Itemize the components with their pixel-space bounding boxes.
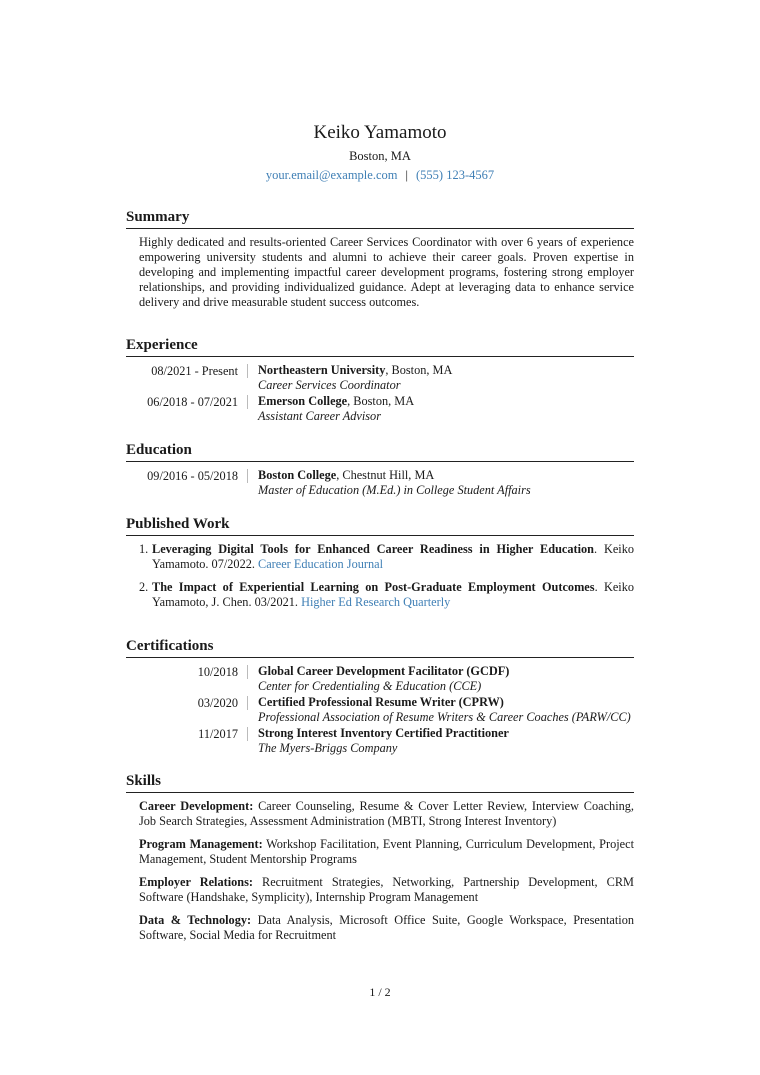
section-title-certifications: Certifications xyxy=(126,637,634,658)
entry-location: , Boston, MA xyxy=(385,363,453,377)
phone-link[interactable]: (555) 123-4567 xyxy=(416,168,495,182)
candidate-location: Boston, MA xyxy=(349,149,411,163)
certification-issuer: The Myers-Briggs Company xyxy=(258,741,398,755)
certifications-section xyxy=(126,637,634,756)
skill-list: Recruitment Strategies, Networking, Partnership Development, CRM Software (Handshake, Symplicity), Internship Program Management xyxy=(139,875,634,904)
summary-text: Highly dedicated and results-oriented Career Services Coordinator with over 6 years of experience empowering university students and alumni to achieve their career goals. Proven expertise in developing and implementing impactful career development programs, fostering strong employer relationships, and providing individualized guidance. Adept at leveraging data to enhance service delivery and drive measurable student success outcomes. xyxy=(139,235,634,309)
publication-number: 2. xyxy=(139,580,149,594)
entry-institution: Boston College xyxy=(258,468,337,482)
skill-list: Data Analysis, Microsoft Office Suite, Google Workspace, Presentation Software, Social Media for Recruitment xyxy=(139,913,635,942)
publication-item xyxy=(139,580,634,610)
entry-role: Assistant Career Advisor xyxy=(258,409,381,423)
entry-organization: Emerson College xyxy=(258,394,348,408)
skill-label: Program Management: xyxy=(139,837,263,851)
section-title-skills: Skills xyxy=(126,772,634,793)
published-work-section xyxy=(126,515,634,618)
skill-label: Employer Relations: xyxy=(139,875,253,889)
skill-label: Data & Technology: xyxy=(139,913,252,927)
skill-group xyxy=(139,875,634,905)
certification-entry xyxy=(126,726,634,756)
entry-date: 10/2018 xyxy=(126,665,248,679)
certification-name: Global Career Development Facilitator (GCDF) xyxy=(258,664,510,678)
certification-entry xyxy=(126,664,634,694)
certification-name: Certified Professional Resume Writer (CPRW) xyxy=(258,695,504,709)
entry-date: 08/2021 - Present xyxy=(126,364,248,378)
experience-section xyxy=(126,336,634,424)
publication-venue-link[interactable]: Higher Ed Research Quarterly xyxy=(301,595,451,609)
section-title-experience: Experience xyxy=(126,336,634,357)
certification-issuer: Professional Association of Resume Writers & Career Coaches (PARW/CC) xyxy=(258,710,631,724)
education-entry xyxy=(126,468,634,498)
entry-date: 09/2016 - 05/2018 xyxy=(126,469,248,483)
skills-section xyxy=(126,772,634,951)
education-section xyxy=(126,441,634,498)
email-link[interactable]: your.email@example.com xyxy=(265,168,398,182)
skill-list: Workshop Facilitation, Event Planning, Curriculum Development, Project Management, Student Mentorship Programs xyxy=(139,837,634,866)
skill-group xyxy=(139,913,634,943)
entry-date: 03/2020 xyxy=(126,696,248,710)
certification-entry xyxy=(126,695,634,725)
publication-item xyxy=(139,542,634,572)
contact-separator: | xyxy=(405,168,408,182)
certification-name: Strong Interest Inventory Certified Practitioner xyxy=(258,726,509,740)
experience-entry xyxy=(126,363,634,393)
candidate-name: Keiko Yamamoto xyxy=(313,122,447,143)
certification-issuer: Center for Credentialing & Education (CCE) xyxy=(258,679,482,693)
section-title-summary: Summary xyxy=(126,208,634,229)
publication-details: . Keiko Yamamoto, J. Chen. 03/2021. xyxy=(152,580,634,609)
section-title-education: Education xyxy=(126,441,634,462)
publication-venue-link[interactable]: Career Education Journal xyxy=(258,557,383,571)
skill-label: Career Development: xyxy=(139,799,254,813)
skill-group xyxy=(139,799,634,829)
entry-date: 06/2018 - 07/2021 xyxy=(126,395,248,409)
publication-title: Leveraging Digital Tools for Enhanced Career Readiness in Higher Education xyxy=(152,542,595,556)
entry-location: , Chestnut Hill, MA xyxy=(336,468,435,482)
section-title-published: Published Work xyxy=(126,515,634,536)
skill-list: Career Counseling, Resume & Cover Letter Review, Interview Coaching, Job Search Strategies, Assessment Administration (MBTI, Strong Interest Inventory) xyxy=(139,799,634,828)
page-number: 1 / 2 xyxy=(369,985,391,999)
entry-degree: Master of Education (M.Ed.) in College Student Affairs xyxy=(258,483,531,497)
resume-header xyxy=(0,121,760,183)
skill-group xyxy=(139,837,634,867)
publication-number: 1. xyxy=(139,542,149,556)
entry-role: Career Services Coordinator xyxy=(258,378,401,392)
publication-list xyxy=(139,542,634,610)
entry-location: , Boston, MA xyxy=(347,394,415,408)
experience-entry xyxy=(126,394,634,424)
publication-details: . Keiko Yamamoto. 07/2022. xyxy=(152,542,634,571)
entry-date: 11/2017 xyxy=(126,727,248,741)
entry-organization: Northeastern University xyxy=(258,363,386,377)
summary-section xyxy=(126,208,634,310)
publication-title: The Impact of Experiential Learning on Post-Graduate Employment Outcomes xyxy=(152,580,595,594)
contact-line xyxy=(0,167,760,183)
